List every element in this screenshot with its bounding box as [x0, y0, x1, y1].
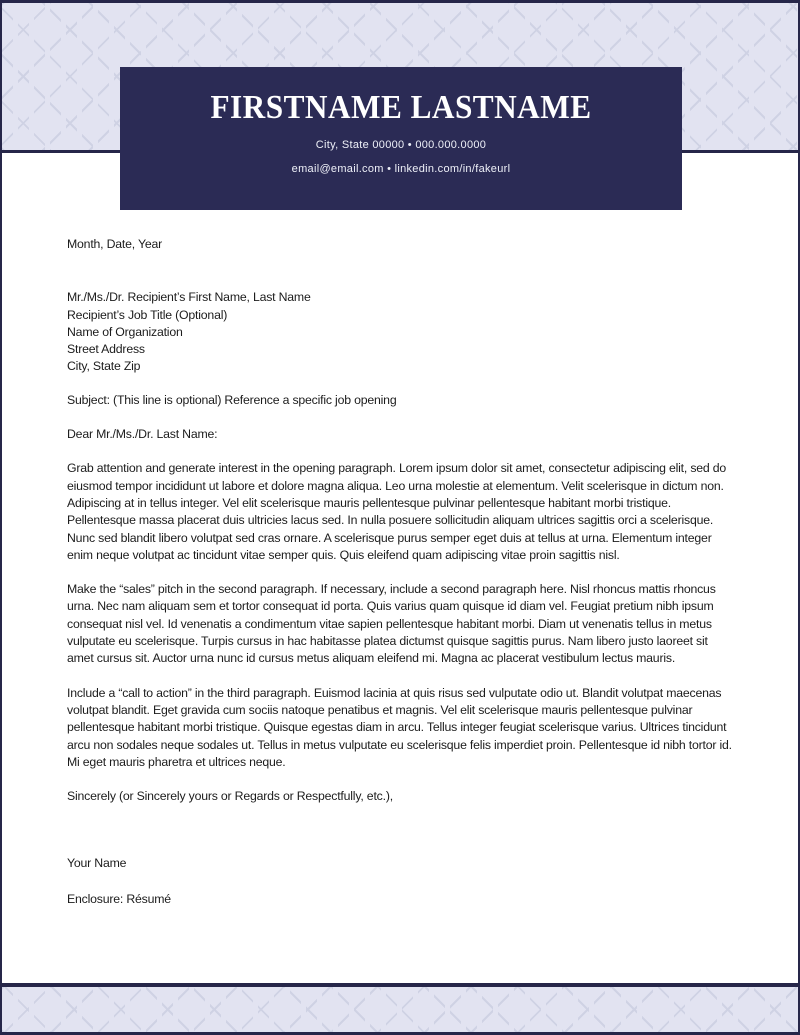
header-card	[120, 67, 682, 210]
call-to-action-paragraph: Include a “call to action” in the third paragraph. Euismod lacinia at quis risus sed vulputate odio ut. Blandit volutpat maecenas volutpat blandit. Eget gravida cum sociis natoque penatibus et magnis. Vel elit scelerisque mauris pellentesque pulvinar pellentesque habitant morbi tristique. Quisque egestas diam in arcu. Tellus integer feugiat scelerisque varius. Ultrices tincidunt arcu non sodales neque sodales ut. Tellus in metus vulputate eu scelerisque felis imperdiet proin. Pellentesque id nibh tortor id. Mi eget mauris pharetra et ultrices neque.	[67, 685, 732, 769]
closing-line: Sincerely (or Sincerely yours or Regards or Respectfully, etc.),	[67, 789, 393, 804]
letter-body	[67, 236, 735, 925]
bottom-decorative-band	[2, 983, 798, 1032]
opening-paragraph: Grab attention and generate interest in the opening paragraph. Lorem ipsum dolor sit amet, consectetur adipiscing elit, sed do eiusmod tempor incididunt ut labore et dolore magna aliqua. Leo urna molestie at elementum. Velit scelerisque in dictum non. Adipiscing at in tellus integer. Vel elit scelerisque mauris pellentesque pulvinar pellentesque habitant morbi tristique. Pellentesque massa placerat duis ultricies lacus sed. In nulla posuere sollicitudin aliquam ultrices sagittis orci a scelerisque. Nunc sed blandit libero volutpat sed cras ornare. A scelerisque purus semper eget duis at tellus at urna. Elementum integer enim neque volutpat ac tincidunt vitae semper quis. Quis eleifend quam adipiscing vitae proin sagittis nisl.	[67, 461, 727, 562]
recipient-block	[67, 289, 735, 375]
recipient-street-line: Street Address	[67, 342, 145, 357]
greeting-line: Dear Mr./Ms./Dr. Last Name:	[67, 427, 218, 442]
signature-name: Your Name	[67, 856, 127, 871]
recipient-name-line: Mr./Ms./Dr. Recipient’s First Name, Last Name	[67, 290, 311, 305]
recipient-job-title-line: Recipient’s Job Title (Optional)	[67, 307, 228, 322]
subject-line: Subject: (This line is optional) Reference a specific job opening	[67, 392, 397, 407]
header-contact-location-phone: City, State 00000 • 000.000.0000	[315, 139, 487, 151]
date-line: Month, Date, Year	[67, 237, 163, 251]
recipient-city-state-line: City, State Zip	[67, 359, 141, 374]
recipient-organization-line: Name of Organization	[67, 324, 183, 339]
sales-pitch-paragraph: Make the “sales” pitch in the second paragraph. If necessary, include a second paragraph here. Nisl rhoncus mattis rhoncus urna. Nec nam aliquam sem et tortor consequat id porta. Quis varius quam quisque id diam vel. Feugiat pretium nibh ipsum consequat nisl vel. Id venenatis a condimentum vitae sapien pellentesque habitant morbi. Diam ut venenatis tellus in metus vulputate eu scelerisque. Turpis cursus in hac habitasse platea dictumst quisque sagittis purus. Nam libero justo laoreet sit amet cursus sit. Auctor urna nunc id cursus metus aliquam eleifend mi. Magna ac placerat vestibulum lectus mauris.	[67, 582, 716, 666]
enclosure-line: Enclosure: Résumé	[67, 891, 171, 906]
page-title: FIRSTNAME LASTNAME	[210, 89, 592, 126]
header-contact-email-linkedin: email@email.com • linkedin.com/in/fakeurl	[291, 163, 511, 175]
